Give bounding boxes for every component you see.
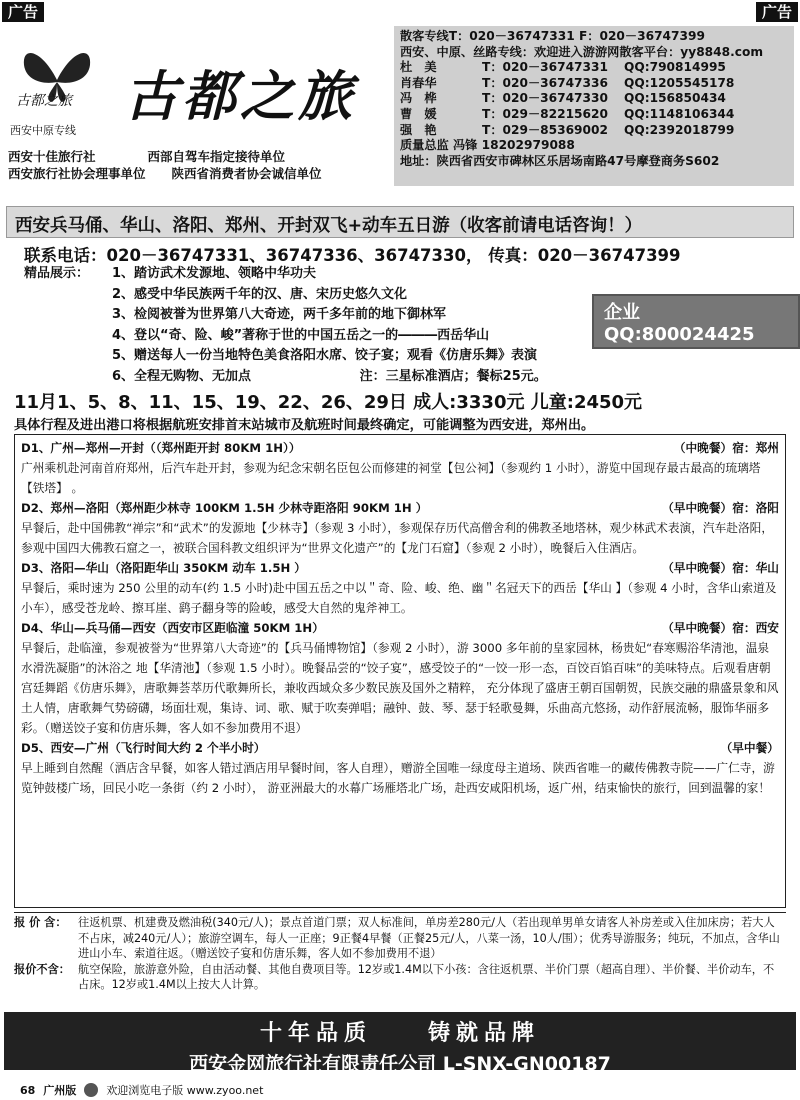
org-line: 西安旅行社协会理事单位 (8, 166, 146, 181)
tour-title: 西安兵马俑、华山、洛阳、郑州、开封双飞+动车五日游（收客前请电话咨询！） (6, 206, 794, 238)
ad-tag-left: 广告 (2, 2, 44, 22)
price-include-text: 往返机票、机建费及燃油税(340元/人)；景点首道门票；双人标准间，单房差280元/人（若出现单男单女请客人补房差或入住加床房；若大人不占床，减240元/人）；旅游空调车，每人一正座；9正餐4早餐（正餐25元/人，八菜一汤，10人/围）；优秀导游服务；纯玩，不加点，含华山进山小车、索道往返。（赠送饺子宴和仿唐乐舞，客人如不参加费用不退） (78, 916, 780, 960)
contact-person (400, 60, 788, 76)
contact-tel: T：020－36747331 (482, 60, 608, 75)
day-block (21, 438, 779, 498)
price-line: 11月1、5、8、11、15、19、22、26、29日 成人:3330元 儿童:2450元 (14, 392, 643, 413)
price-box (14, 912, 786, 1008)
day-title: D4、华山—兵马俑—西安（西安市区距临潼 50KM 1H） (21, 621, 324, 635)
highlights (24, 264, 547, 387)
day-body: 早餐后，赴临潼，参观被誉为“世界第八大奇迹”的【兵马俑博物馆】（参观 2 小时），游 3000 多年前的皇家园林，杨贵妃“春寒赐浴华清池，温泉水滑洗凝脂”的沐浴之 地【华清池】（参观 1.5 小时）。晚餐品尝的“饺子宴”，感受饺子的“一饺一形一态，百饺百馅百味”的美味特点。后观看唐朝宫廷舞蹈《仿唐乐舞》，唐歌舞荟萃历代歌舞所长，兼收西域众多少数民族及国外之精粹， 充分体现了盛唐王朝百国朝贺，民族交融的鼎盛景象和风土人情，唐歌舞气势磅礴，场面壮观，集诗、词、歌、赋于吹奏弹唱；融钟、鼓、琴、瑟于轻歌曼舞，乐曲高亢悠扬，动作舒展流畅，服饰华丽多彩。（赠送饺子宴和仿唐乐舞，客人如不参加费用不退） (21, 641, 779, 735)
org-lines (8, 148, 322, 182)
contact-qq: QQ:156850434 (624, 91, 726, 106)
brand-subtitle: 西安中原专线 (10, 124, 76, 137)
website: 西安、中原、丝路专线：欢迎进入游游网散客平台：yy8848.com (400, 44, 764, 59)
qq-badge: 企业QQ:800024425 (592, 294, 800, 349)
day-title: D3、洛阳—华山（洛阳距华山 350KM 动车 1.5H ） (21, 561, 306, 575)
note-line: 具体行程及进出港口将根据航班安排首末站城市及航班时间最终确定，可能调整为西安进，郑州出。 (14, 418, 595, 433)
contact-name: 杜 美 (400, 60, 437, 75)
day-meal: （早中餐） (720, 741, 779, 755)
phone-line: 联系电话：020－36747331、36747336、36747330， 传真：020－36747399 (24, 246, 681, 265)
day-meal: （早中晚餐）宿：西安 (662, 621, 779, 635)
contact-tel: T：020－36747336 (482, 75, 608, 90)
highlights-label: 精品展示： (24, 266, 90, 281)
contact-tel: T：029－85369002 (482, 122, 608, 137)
contact-qq: QQ:790814995 (624, 60, 726, 75)
contact-name: 曹 媛 (400, 106, 437, 121)
contact-name: 强 艳 (400, 122, 437, 137)
org-line: 西安十佳旅行社 (8, 149, 96, 164)
day-title: D5、西安—广州（飞行时间大约 2 个半小时） (21, 741, 266, 755)
footer-company: 西安金网旅行社有限责任公司 L-SNX-GN00187 (189, 1053, 611, 1075)
day-body: 早餐后，乘时速为 250 公里的动车(约 1.5 小时)赴中国五岳之中以＂奇、险、峻、绝、幽＂名冠天下的西岳【华山 】（参观 4 小时，含华山索道及小车），感受苍龙岭、擦耳崖、鹞子翻身等的险峻，感受大自然的鬼斧神工。 (21, 581, 777, 615)
hotline: 散客专线T：020－36747331 F：020－36747399 (400, 29, 705, 43)
footer-bar (4, 1012, 796, 1075)
contact-person (400, 123, 788, 139)
contact-tel: T：029－82215620 (482, 106, 608, 121)
quality-director: 质量总监 冯锋 18202979088 (400, 138, 575, 153)
price-include-label: 报 价 含： (14, 916, 67, 929)
day-block (21, 498, 779, 558)
highlight-item: 6、全程无购物、无加点 注：三星标准酒店；餐标25元。 (112, 368, 547, 384)
day-block (21, 558, 779, 618)
page-number: 68 (20, 1083, 36, 1097)
day-meal: （中晚餐）宿：郑州 (673, 441, 779, 455)
brand-title: 古都之旅 (124, 64, 356, 128)
header (4, 20, 796, 190)
contact-name: 冯 桦 (400, 91, 437, 106)
contact-person (400, 76, 788, 92)
highlight-item: 3、检阅被誉为世界第八大奇迹，两千多年前的地下御林军 (112, 307, 447, 322)
highlight-item: 1、踏访武术发源地、领略中华功夫 (112, 266, 317, 281)
site-note: 欢迎浏览电子版 www.zyoo.net (106, 1084, 264, 1097)
itinerary (14, 434, 786, 908)
butterfly-logo-icon (12, 30, 102, 130)
day-body: 早上睡到自然醒（酒店含早餐，如客人错过酒店用早餐时间，客人自理），赠游全国唯一绿度母主道场、陕西省唯一的藏传佛教寺院——广仁寺，游览钟鼓楼广场，回民小吃一条街（约 2 小时）， 游亚洲最大的水幕广场雁塔北广场，赴西安咸阳机场，返广州，结束愉快的旅行，回到温馨的家！ (21, 761, 775, 795)
day-meal: （早中晚餐）宿：华山 (662, 561, 779, 575)
day-body: 早餐后，赴中国佛教“禅宗”和“武术”的发源地【少林寺】（参观 3 小时），参观保存历代高僧舍利的佛教圣地塔林，观少林武术表演，汽车赴洛阳，参观中国四大佛教石窟之一，被联合国科教文组织评为“世界文化遗产”的【龙门石窟】（参观 2 小时），晚餐后入住酒店。 (21, 521, 774, 555)
org-line: 西部自驾车指定接待单位 (147, 149, 286, 164)
org-line: 陕西省消费者协会诚信单位 (171, 166, 322, 181)
ad-tag-right: 广告 (756, 2, 798, 22)
footer-slogan: 十年品质 铸就品牌 (259, 1021, 540, 1046)
circle-icon (84, 1083, 98, 1097)
highlight-item: 4、登以“奇、险、峻”著称于世的中国五岳之一的―――西岳华山 (112, 327, 490, 343)
contact-person (400, 107, 788, 123)
day-block (21, 618, 779, 738)
contact-qq: QQ:2392018799 (624, 122, 735, 137)
price-exclude-text: 航空保险，旅游意外险，自由活动餐、其他自费项目等。12岁或1.4M以下小孩：含往返机票、半价门票（超高自理）、半价餐、半价动车，不占床。12岁或1.4M以上按大人计算。 (78, 962, 775, 991)
contact-person (400, 91, 788, 107)
contact-qq: QQ:1148106344 (624, 106, 735, 121)
contact-qq: QQ:1205545178 (624, 75, 735, 90)
address: 地址：陕西省西安市碑林区乐居场南路47号摩登商务S602 (400, 153, 720, 168)
edition: 广州版 (43, 1084, 77, 1097)
price-exclude-label: 报价不含： (14, 962, 70, 976)
day-title: D1、广州—郑州—开封（（郑州距开封 80KM 1H）） (21, 441, 301, 455)
brand-mark-text: 古都之旅 (16, 93, 72, 109)
day-body: 广州乘机赴河南首府郑州，后汽车赴开封，参观为纪念宋朝名臣包公而修建的祠堂【包公祠】（参观约 1 小时），游览中国现存最古最高的琉璃塔【铁塔】 。 (21, 461, 761, 495)
contact-box (394, 26, 794, 186)
page-foot (20, 1082, 263, 1098)
day-meal: （早中晚餐）宿：洛阳 (662, 501, 779, 515)
day-block (21, 738, 779, 798)
highlight-item: 2、感受中华民族两千年的汉、唐、宋历史悠久文化 (112, 286, 408, 302)
day-title: D2、郑州—洛阳（郑州距少林寺 100KM 1.5H 少林寺距洛阳 90KM 1H ） (21, 501, 428, 515)
logo-area (4, 20, 390, 190)
highlight-item: 5、赠送每人一份当地特色美食洛阳水席、饺子宴；观看《仿唐乐舞》表演 (112, 348, 538, 363)
contact-name: 肖春华 (400, 75, 437, 90)
contact-tel: T：020－36747330 (482, 91, 608, 106)
